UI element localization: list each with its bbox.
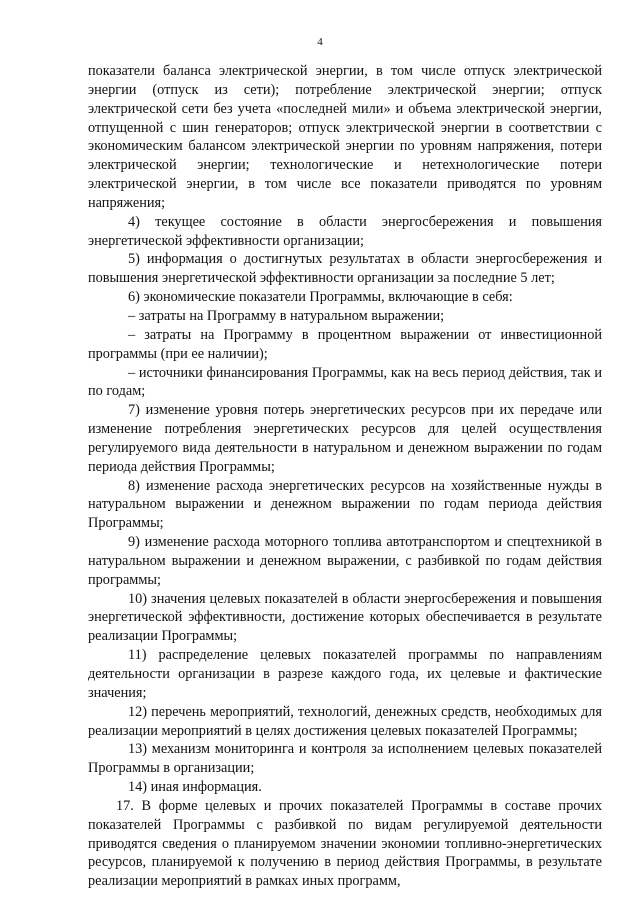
list-item: 7) изменение уровня потерь энергетических ресурсов при их передаче или изменение потребления энергетических ресурсов для целей осуществления регулируемого вида деятельности в натуральном и денежном выражении по годам периода действия Программы; bbox=[88, 402, 602, 475]
list-item: 14) иная информация. bbox=[128, 779, 262, 796]
list-item: – затраты на Программу в процентном выражении от инвестиционной программы (при ее наличии); bbox=[88, 326, 602, 362]
paragraph: показатели баланса электрической энергии, в том числе отпуск электрической энергии (отпуск из сети); потребление электрической энергии; отпуск электрической сети без учета «последней мили» и объема электрической энергии, отпущенной с шин генераторов; отпуск электрической энергии в соответствии с экономическим балансом электрической энергии по уровням напряжения, потери электрической энергии; технологические и нетехнологические потери электрической энергии, в том числе все показатели приводятся по уровням напряжения; bbox=[88, 63, 602, 211]
list-item: 12) перечень мероприятий, технологий, денежных средств, необходимых для реализации мероприятий в целях достижения целевых показателей Программы; bbox=[88, 703, 602, 739]
list-item: 4) текущее состояние в области энергосбережения и повышения энергетической эффективности организации; bbox=[88, 213, 602, 249]
list-item: 8) изменение расхода энергетических ресурсов на хозяйственные нужды в натуральном выражении и денежном выражении по годам периода действия Программы; bbox=[88, 477, 602, 532]
list-item: – затраты на Программу в натуральном выражении; bbox=[128, 307, 445, 324]
list-item: 5) информация о достигнутых результатах в области энергосбережения и повышения энергетической эффективности организации за последние 5 лет; bbox=[88, 251, 602, 287]
document-body bbox=[88, 62, 602, 891]
list-item: 11) распределение целевых показателей программы по направлениям деятельности организации в разрезе каждого года, их целевые и фактические значения; bbox=[88, 647, 602, 701]
page-number: 4 bbox=[317, 36, 323, 48]
list-item: – источники финансирования Программы, как на весь период действия, так и по годам; bbox=[88, 364, 602, 400]
section-paragraph: 17. В форме целевых и прочих показателей Программы в составе прочих показателей Программы с разбивкой по видам регулируемой деятельности приводятся сведения о планируемом значении экономии топливно-энергетических ресурсов, планируемой к получению в период действия Программы, в результате реализации мероприятий в рамках иных программ, bbox=[88, 797, 602, 890]
list-item: 10) значения целевых показателей в области энергосбережения и повышения энергетической эффективности, достижение которых обеспечивается в результате реализации Программы; bbox=[88, 590, 602, 645]
list-item: 9) изменение расхода моторного топлива автотранспортом и спецтехникой в натуральном выражении и денежном выражении, с разбивкой по годам действия программы; bbox=[88, 534, 602, 588]
list-item: 13) механизм мониторинга и контроля за исполнением целевых показателей Программы в организации; bbox=[88, 741, 602, 777]
list-item: 6) экономические показатели Программы, включающие в себя: bbox=[128, 289, 513, 306]
